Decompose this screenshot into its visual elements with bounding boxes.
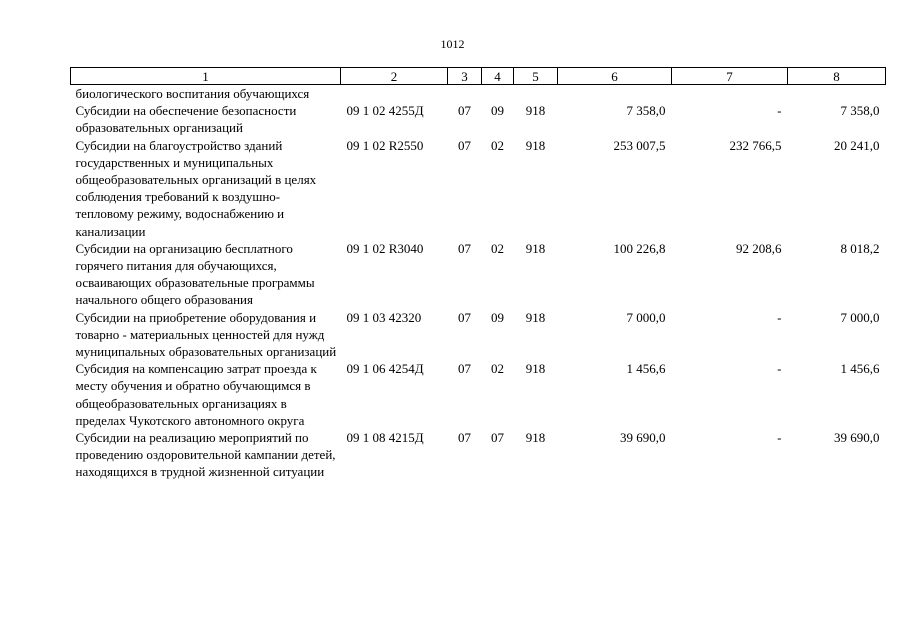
column-header: 1	[71, 68, 341, 85]
row-subsection	[482, 85, 514, 103]
row-regional: 7 000,0	[840, 309, 880, 325]
row-regional: 1 456,6	[840, 361, 880, 377]
row-federal: -	[777, 361, 782, 377]
row-total: 253 007,5	[613, 137, 666, 153]
row-total	[558, 85, 672, 103]
row-regional: 7 358,0	[840, 103, 880, 119]
row-section: 07	[458, 103, 471, 119]
row-code: 09 1 06 4254Д	[346, 361, 424, 377]
row-dept: 918	[525, 430, 546, 446]
row-code	[341, 85, 448, 103]
row-federal: 232 766,5	[729, 137, 782, 153]
column-header: 2	[341, 68, 448, 85]
row-dept: 918	[525, 137, 546, 153]
table-row	[71, 309, 886, 361]
row-subsection: 09	[491, 103, 504, 119]
row-code: 09 1 02 R3040	[346, 240, 424, 256]
row-federal: -	[777, 309, 782, 325]
table-row	[71, 102, 886, 136]
row-section: 07	[458, 361, 471, 377]
row-section: 07	[458, 309, 471, 325]
row-dept: 918	[525, 309, 546, 325]
row-section: 07	[458, 137, 471, 153]
row-name: Субсидии на приобретение оборудования и товарно - материальных ценностей для нужд муниципальных образовательных организаций	[75, 309, 337, 360]
table-row	[71, 360, 886, 429]
row-name: Субсидии на реализацию мероприятий по проведению оздоровительной кампании детей, находящихся в трудной жизненной ситуации	[75, 430, 336, 480]
row-federal: -	[777, 103, 782, 119]
row-name: Субсидии на обеспечение безопасности образовательных организаций	[75, 103, 297, 136]
row-code: 09 1 03 42320	[346, 309, 422, 325]
row-total: 7 000,0	[626, 309, 666, 325]
row-federal: 92 208,6	[736, 240, 782, 256]
row-total: 7 358,0	[626, 103, 666, 119]
table-row	[71, 240, 886, 309]
row-name: Субсидия на компенсацию затрат проезда к месту обучения и обратно обучающимся в общеобразовательных организациях в пределах Чукотского автономного округа	[75, 361, 317, 428]
row-dept	[514, 85, 558, 103]
row-total: 39 690,0	[620, 430, 666, 446]
row-subsection: 02	[491, 137, 504, 153]
row-subsection: 02	[491, 240, 504, 256]
row-subsection: 07	[491, 430, 504, 446]
row-name: Субсидии на организацию бесплатного горячего питания для обучающихся, осваивающих образовательные программы начального общего образования	[75, 240, 315, 308]
row-section: 07	[458, 240, 471, 256]
row-regional: 8 018,2	[840, 240, 880, 256]
row-section	[448, 85, 482, 103]
row-total: 1 456,6	[626, 361, 666, 377]
row-regional	[788, 85, 886, 103]
row-federal	[672, 85, 788, 103]
page-number: 1012	[440, 37, 465, 51]
row-dept: 918	[525, 240, 546, 256]
row-section: 07	[458, 430, 471, 446]
row-regional: 20 241,0	[834, 137, 880, 153]
row-code: 09 1 02 R2550	[346, 137, 424, 153]
column-header: 5	[514, 68, 558, 85]
table-row	[71, 137, 886, 240]
row-federal: -	[777, 430, 782, 446]
row-code: 09 1 08 4215Д	[346, 430, 424, 446]
table-header-row	[71, 68, 886, 85]
row-name: Субсидии на благоустройство зданий государственных и муниципальных общеобразовательных организаций в целях соблюдения требований к воздушно-тепловому режиму, водоснабжению и канализации	[75, 137, 317, 239]
column-header: 4	[482, 68, 514, 85]
row-total: 100 226,8	[613, 240, 666, 256]
row-regional: 39 690,0	[834, 430, 880, 446]
column-header: 3	[448, 68, 482, 85]
table-row	[71, 85, 886, 103]
row-dept: 918	[525, 361, 546, 377]
row-subsection: 02	[491, 361, 504, 377]
column-header: 6	[558, 68, 672, 85]
column-header: 8	[788, 68, 886, 85]
table-row	[71, 429, 886, 481]
budget-table	[70, 67, 886, 481]
row-code: 09 1 02 4255Д	[346, 103, 424, 119]
row-subsection: 09	[491, 309, 504, 325]
row-name: биологического воспитания обучающихся	[75, 86, 310, 101]
row-dept: 918	[525, 103, 546, 119]
column-header: 7	[672, 68, 788, 85]
